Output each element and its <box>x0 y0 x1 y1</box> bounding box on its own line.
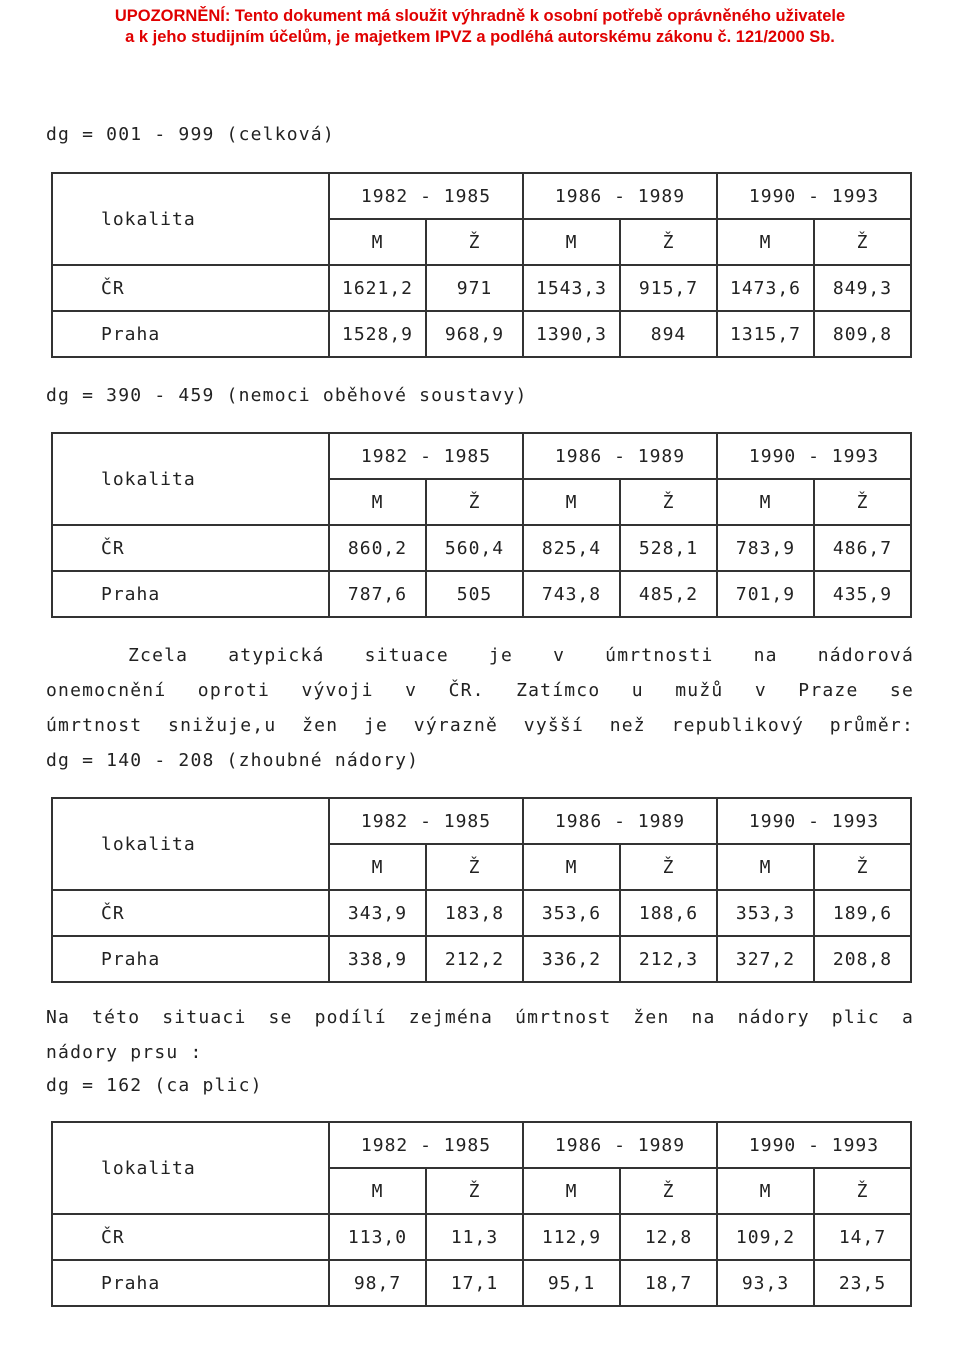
table-cell: 505 <box>426 571 523 617</box>
notice-line-1: UPOZORNĚNÍ: Tento dokument má sloužit výhradně k osobní potřebě oprávněného uživatele <box>114 7 846 25</box>
table-cell: 93,3 <box>717 1260 814 1306</box>
data-table-total <box>51 172 912 358</box>
table-row <box>52 311 911 357</box>
body-paragraph <box>46 638 914 743</box>
table-caption: dg = 001 - 999 (celková) <box>46 124 335 145</box>
column-header-period: 1986 - 1989 <box>523 798 717 844</box>
table-cell: 528,1 <box>620 525 717 571</box>
table-cell: 188,6 <box>620 890 717 936</box>
column-header-period: 1986 - 1989 <box>523 1122 717 1168</box>
table-cell: 183,8 <box>426 890 523 936</box>
table-cell: 701,9 <box>717 571 814 617</box>
data-table-cancer <box>51 797 912 983</box>
data-table-lung-cancer <box>51 1121 912 1307</box>
column-header-period: 1990 - 1993 <box>717 433 911 479</box>
table-cell: 109,2 <box>717 1214 814 1260</box>
table-cell: 212,2 <box>426 936 523 982</box>
row-label: Praha <box>52 571 329 617</box>
row-label: Praha <box>52 311 329 357</box>
table-header-row <box>52 433 911 479</box>
table-cell: 14,7 <box>814 1214 911 1260</box>
table-cell: 915,7 <box>620 265 717 311</box>
table-cell: 1543,3 <box>523 265 620 311</box>
table-cell: 968,9 <box>426 311 523 357</box>
column-header-sex: Ž <box>620 219 717 265</box>
column-header-sex: M <box>717 1168 814 1214</box>
column-header-sex: Ž <box>426 1168 523 1214</box>
table-cell: 23,5 <box>814 1260 911 1306</box>
table-cell: 212,3 <box>620 936 717 982</box>
table-cell: 112,9 <box>523 1214 620 1260</box>
table-row <box>52 890 911 936</box>
table-header-row <box>52 1122 911 1168</box>
column-header-sex: Ž <box>426 479 523 525</box>
table-caption: dg = 140 - 208 (zhoubné nádory) <box>46 750 420 771</box>
table-cell: 98,7 <box>329 1260 426 1306</box>
table-cell: 338,9 <box>329 936 426 982</box>
row-label: ČR <box>52 525 329 571</box>
column-header-sex: M <box>329 1168 426 1214</box>
column-header-sex: M <box>523 844 620 890</box>
column-header-period: 1986 - 1989 <box>523 173 717 219</box>
column-header-period: 1990 - 1993 <box>717 798 911 844</box>
row-label: ČR <box>52 890 329 936</box>
table-header-row <box>52 798 911 844</box>
column-header-location: lokalita <box>52 173 329 265</box>
column-header-location: lokalita <box>52 433 329 525</box>
column-header-sex: Ž <box>426 844 523 890</box>
column-header-period: 1990 - 1993 <box>717 1122 911 1168</box>
table-cell: 825,4 <box>523 525 620 571</box>
column-header-sex: Ž <box>814 219 911 265</box>
table-cell: 1528,9 <box>329 311 426 357</box>
table-caption: dg = 390 - 459 (nemoci oběhové soustavy) <box>46 385 528 406</box>
column-header-period: 1982 - 1985 <box>329 433 523 479</box>
column-header-sex: M <box>329 219 426 265</box>
data-table-circulatory <box>51 432 912 618</box>
paragraph-line: Zcela atypická situace je v úmrtnosti na nádorová <box>128 645 914 666</box>
row-label: ČR <box>52 265 329 311</box>
table-cell: 1621,2 <box>329 265 426 311</box>
column-header-period: 1982 - 1985 <box>329 1122 523 1168</box>
table-row <box>52 1260 911 1306</box>
table-row <box>52 525 911 571</box>
paragraph-line: onemocnění oproti vývoji v ČR. Zatímco u mužů v Praze se <box>46 680 914 701</box>
row-label: Praha <box>52 1260 329 1306</box>
table-cell: 12,8 <box>620 1214 717 1260</box>
notice-line-2: a k jeho studijním účelům, je majetkem IPVZ a podléhá autorskému zákonu č. 121/2000 Sb. <box>125 28 835 46</box>
row-label: Praha <box>52 936 329 982</box>
table-cell: 208,8 <box>814 936 911 982</box>
table-cell: 353,3 <box>717 890 814 936</box>
column-header-location: lokalita <box>52 1122 329 1214</box>
column-header-sex: Ž <box>814 479 911 525</box>
table-cell: 18,7 <box>620 1260 717 1306</box>
table-cell: 11,3 <box>426 1214 523 1260</box>
table-cell: 783,9 <box>717 525 814 571</box>
table-header-row <box>52 173 911 219</box>
column-header-sex: M <box>717 844 814 890</box>
column-header-sex: Ž <box>620 844 717 890</box>
table-cell: 435,9 <box>814 571 911 617</box>
row-label: ČR <box>52 1214 329 1260</box>
column-header-sex: M <box>329 844 426 890</box>
table-cell: 95,1 <box>523 1260 620 1306</box>
table-cell: 353,6 <box>523 890 620 936</box>
copyright-notice <box>0 6 960 48</box>
column-header-sex: M <box>717 479 814 525</box>
table-row <box>52 265 911 311</box>
column-header-period: 1986 - 1989 <box>523 433 717 479</box>
table-cell: 860,2 <box>329 525 426 571</box>
column-header-sex: Ž <box>426 219 523 265</box>
column-header-sex: Ž <box>620 479 717 525</box>
table-cell: 1315,7 <box>717 311 814 357</box>
table-cell: 894 <box>620 311 717 357</box>
column-header-period: 1990 - 1993 <box>717 173 911 219</box>
table-cell: 327,2 <box>717 936 814 982</box>
column-header-sex: M <box>523 479 620 525</box>
table-cell: 485,2 <box>620 571 717 617</box>
column-header-sex: M <box>717 219 814 265</box>
column-header-sex: Ž <box>620 1168 717 1214</box>
table-cell: 486,7 <box>814 525 911 571</box>
body-paragraph <box>46 1000 914 1070</box>
table-row <box>52 1214 911 1260</box>
table-cell: 1390,3 <box>523 311 620 357</box>
table-caption: dg = 162 (ca plic) <box>46 1075 263 1096</box>
column-header-period: 1982 - 1985 <box>329 798 523 844</box>
table-cell: 743,8 <box>523 571 620 617</box>
table-cell: 560,4 <box>426 525 523 571</box>
table-row <box>52 936 911 982</box>
column-header-sex: M <box>523 1168 620 1214</box>
paragraph-line: Na této situaci se podílí zejména úmrtnost žen na nádory plic a <box>46 1007 914 1028</box>
table-cell: 1473,6 <box>717 265 814 311</box>
table-cell: 809,8 <box>814 311 911 357</box>
table-cell: 343,9 <box>329 890 426 936</box>
column-header-sex: M <box>523 219 620 265</box>
table-cell: 787,6 <box>329 571 426 617</box>
table-cell: 113,0 <box>329 1214 426 1260</box>
table-cell: 971 <box>426 265 523 311</box>
paragraph-line: nádory prsu : <box>46 1042 203 1063</box>
column-header-period: 1982 - 1985 <box>329 173 523 219</box>
table-cell: 17,1 <box>426 1260 523 1306</box>
table-cell: 189,6 <box>814 890 911 936</box>
table-cell: 336,2 <box>523 936 620 982</box>
column-header-location: lokalita <box>52 798 329 890</box>
table-cell: 849,3 <box>814 265 911 311</box>
column-header-sex: Ž <box>814 844 911 890</box>
table-row <box>52 571 911 617</box>
column-header-sex: Ž <box>814 1168 911 1214</box>
paragraph-line: úmrtnost snižuje,u žen je výrazně vyšší než republikový průměr: <box>46 715 914 736</box>
column-header-sex: M <box>329 479 426 525</box>
